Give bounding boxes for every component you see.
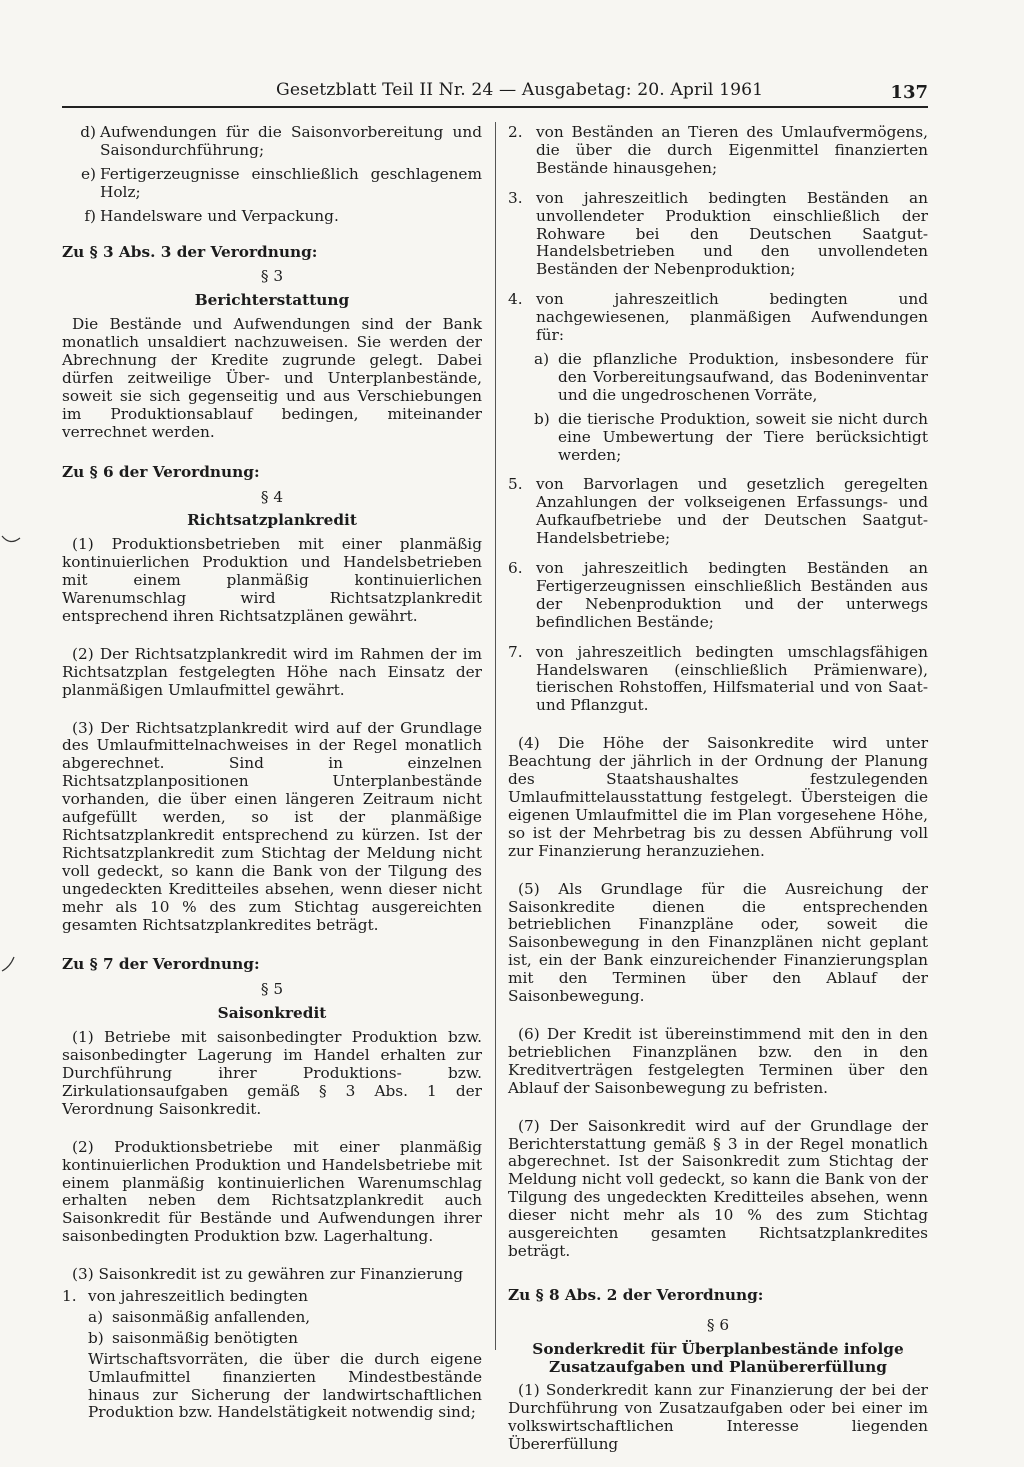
list-item: e) Fertigerzeugnisse einschließlich geschlagenem Holz; bbox=[80, 164, 482, 201]
section-reference: Zu § 8 Abs. 2 der Verordnung: bbox=[508, 1285, 764, 1304]
left-column bbox=[62, 124, 482, 1422]
list-item: 2. von Beständen an Tieren des Umlaufvermögens, die über die durch Eigenmittel finanzierten Bestände hinausgehen; bbox=[508, 123, 928, 177]
header-title: Gesetzblatt Teil II Nr. 24 — Ausgabetag: 20. April 1961 bbox=[276, 80, 764, 100]
body-text: (3) Saisonkredit ist zu gewähren zur Finanzierung bbox=[72, 1265, 464, 1284]
list-item: 7. von jahreszeitlich bedingten umschlagsfähigen Handelswaren (einschließlich Prämienware), tierischen Rohstoffen, Hilfsmaterial und von Saat- und Pflanzgut. bbox=[508, 642, 928, 715]
sub-list-item: a) die pflanzliche Produktion, insbesondere für den Vorbereitungsaufwand, das Bodeninventar und die ungedroschenen Vorräte, bbox=[534, 349, 928, 404]
body-text: (4) Die Höhe der Saisonkredite wird unter Beachtung der jährlich in der Ordnung der Planung des Staatshaushaltes festzulegenden Umlaufmittelausstattung festgelegt. Übersteigen die eigenen Umlaufmittel die im Plan vorgesehene Höhe, so ist der Mehrbetrag bis zu dessen Abführung voll zur Finanzierung heranzuziehen. bbox=[508, 734, 928, 860]
paragraph-number: § 5 bbox=[260, 980, 284, 999]
page-header bbox=[62, 80, 928, 108]
right-column bbox=[508, 124, 928, 1454]
section-reference: Zu § 3 Abs. 3 der Verordnung: bbox=[62, 242, 318, 261]
body-text: (1) Produktionsbetrieben mit einer planmäßig kontinuierlichen Produktion und Handelsbetrieben mit einem planmäßig kontinuierlichen Warenumschlag wird Richtsatzplankredit entsprechend ihren Richtsatzplänen gewährt. bbox=[62, 535, 482, 625]
body-text: (5) Als Grundlage für die Ausreichung der Saisonkredite dienen die entsprechenden betrieblichen Finanzpläne oder, soweit die Saisonbewegung in den Finanzplänen nicht geplant ist, ein der Bank einzureichender Finanzierungsplan mit den Terminen über den Ablauf der Saisonbewegung. bbox=[508, 879, 928, 1006]
section-reference: Zu § 6 der Verordnung: bbox=[62, 462, 260, 481]
list-item: 1. von jahreszeitlich bedingten bbox=[62, 1287, 308, 1306]
page-number: 137 bbox=[890, 82, 928, 103]
body-text: (1) Betriebe mit saisonbedingter Produktion bzw. saisonbedingter Lagerung im Handel erhalten zur Durchführung ihrer Produktions- bzw. Zirkulationsaufgaben gemäß § 3 Abs. 1 der Verordnung Saisonkredit. bbox=[62, 1028, 482, 1118]
body-text: (3) Der Richtsatzplankredit wird auf der Grundlage des Umlaufmittelnachweises in der Regel monatlich abgerechnet. Sind in einzelnen Richtsatzplanpositionen Unterplanbestände vorhanden, die über einen längeren Zeitraum nicht aufgefüllt werden, so ist der planmäßige Richtsatzplankredit entsprechend zu kürzen. Ist der Richtsatzplankredit zum Stichtag der Meldung nicht voll gedeckt, so kann die Bank von der Tilgung des ungedeckten Kreditteiles absehen, wenn dieser nicht mehr als 10 % des zum Stichtag ausgereichten gesamten Richtsatzplankredites beträgt. bbox=[62, 718, 482, 934]
list-item: d) Aufwendungen für die Saisonvorbereitung und Saisondurchführung; bbox=[80, 123, 482, 159]
paragraph-title: Sonderkredit für Überplanbestände infolge Zusatzaufgaben und Planübererfüllung bbox=[532, 1339, 904, 1376]
body-text: Die Bestände und Aufwendungen sind der Bank monatlich unsaldiert nachzuweisen. Sie werden der Abrechnung der Kredite zugrunde gelegt. Dabei dürfen zeitweilige Über- und Unterplanbestände, soweit sie sich gegenseitig und aus Verschiebungen im Produktionsablauf bedingen, miteinander verrechnet werden. bbox=[62, 315, 482, 441]
list-item: 5. von Barvorlagen und gesetzlich geregelten Anzahlungen der volkseigenen Erfassungs- und Aufkaufbetriebe und der Deutschen Saatgut-Handelsbetriebe; bbox=[508, 475, 928, 548]
list-item: 4. von jahreszeitlich bedingten und nachgewiesenen, planmäßigen Aufwendungen für: bbox=[508, 290, 928, 345]
column-divider bbox=[495, 122, 496, 1350]
body-text: (2) Produktionsbetriebe mit einer planmäßig kontinuierlichen Produktion und Handelsbetriebe mit einem planmäßig kontinuierlichen Warenumschlag erhalten neben dem Richtsatzplankredit auch Saisonkredit für Bestände und Aufwendungen ihrer saisonbedingten Produktion bzw. Lagerhaltung. bbox=[62, 1137, 482, 1246]
paragraph-title: Saisonkredit bbox=[217, 1004, 327, 1023]
sub-list-item: b) saisonmäßig benötigten bbox=[88, 1328, 298, 1347]
sub-list-item: a) saisonmäßig anfallenden, bbox=[88, 1307, 311, 1326]
margin-mark bbox=[0, 955, 22, 975]
body-text: Wirtschaftsvorräten, die über die durch eigene Umlaufmittel finanzierten Mindestbestände hinaus zur Sicherung der landwirtschaftlichen Produktion bzw. Handelstätigkeit notwendig sind; bbox=[88, 1349, 482, 1422]
sub-list-item: b) die tierische Produktion, soweit sie nicht durch eine Umbewertung der Tiere berücksichtigt werden; bbox=[534, 409, 928, 464]
body-text: (2) Der Richtsatzplankredit wird im Rahmen der im Richtsatzplan festgelegten Höhe nach Einsatz der planmäßigen Umlaufmittel gewährt. bbox=[62, 644, 482, 699]
paragraph-number: § 3 bbox=[260, 267, 284, 286]
paragraph-number: § 4 bbox=[260, 487, 284, 506]
list-item: 6. von jahreszeitlich bedingten Beständen an Fertigerzeugnissen einschließlich Beständen aus der Nebenproduktion und der unterwegs befindlichen Bestände; bbox=[508, 559, 928, 631]
list-item: f) Handelsware und Verpackung. bbox=[84, 206, 339, 225]
list-item: 3. von jahreszeitlich bedingten Beständen an unvollendeter Produktion einschließlich der Rohware bei den Deutschen Saatgut-Handelsbetrieben und den unvollendeten Beständen der Nebenproduktion; bbox=[508, 188, 928, 279]
margin-mark bbox=[0, 530, 22, 550]
paragraph-number: § 6 bbox=[706, 1315, 730, 1334]
section-reference: Zu § 7 der Verordnung: bbox=[62, 955, 260, 974]
paragraph-title: Richtsatzplankredit bbox=[187, 511, 357, 530]
paragraph-title: Berichterstattung bbox=[194, 291, 350, 310]
body-text: (6) Der Kredit ist übereinstimmend mit den in den betrieblichen Finanzplänen bzw. den in den Kreditverträgen festgelegten Terminen über den Ablauf der Saisonbewegung zu befristen. bbox=[508, 1024, 928, 1097]
body-text: (7) Der Saisonkredit wird auf der Grundlage der Berichterstattung gemäß § 3 in der Regel monatlich abgerechnet. Ist der Saisonkredit zum Stichtag der Meldung nicht voll gedeckt, so kann die Bank von der Tilgung des ungedeckten Kreditteiles absehen, wenn dieser nicht mehr als 10 % des zum Stichtag ausgereichten gesamten Richtsatzplankredites beträgt. bbox=[508, 1116, 928, 1260]
body-text: (1) Sonderkredit kann zur Finanzierung der bei der Durchführung von Zusatzaufgaben oder bei einer im volkswirtschaftlichen Interesse liegenden Übererfüllung bbox=[508, 1381, 928, 1454]
